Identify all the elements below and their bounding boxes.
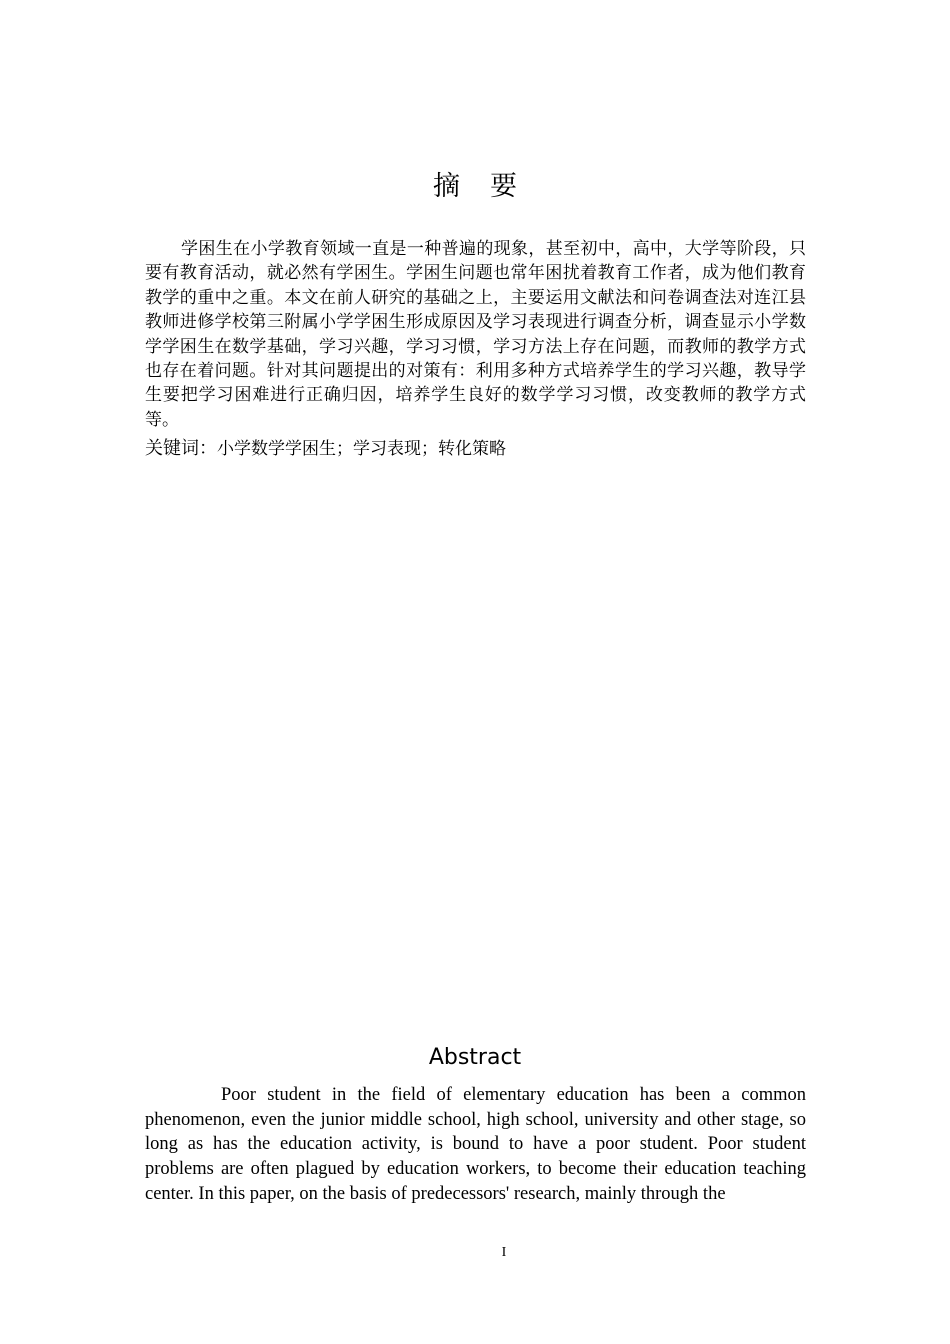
english-abstract-body: Poor student in the field of elementary education has been a common phenomenon, even the junior middle school, high school, university and other stage, so long as has the education activity, is bound to have a poor student. Poor student problems are often plagued by education workers, to become their education teaching center. In this paper, on the basis of predecessors' research, mainly through the <box>145 1085 806 1204</box>
keywords-line <box>145 436 806 462</box>
keywords-value: 小学数学学困生；学习表现；转化策略 <box>217 439 506 459</box>
chinese-abstract-title: 摘要 <box>433 171 547 202</box>
keywords-label: 关键词： <box>145 438 217 459</box>
english-abstract-title: Abstract <box>428 1045 522 1070</box>
page-number: I <box>501 1245 507 1260</box>
chinese-abstract-body: 学困生在小学教育领域一直是一种普遍的现象，甚至初中，高中，大学等阶段，只要有教育活动，就必然有学困生。学困生问题也常年困扰着教育工作者，成为他们教育教学的重中之重。本文在前人研究的基础之上，主要运用文献法和问卷调查法对连江县教师进修学校第三附属小学学困生形成原因及学习表现进行调查分析，调查显示小学数学学困生在数学基础，学习兴趣，学习习惯，学习方法上存在问题，而教师的教学方式也存在着问题。针对其问题提出的对策有：利用多种方式培养学生的学习兴趣，教导学生要把学习困难进行正确归因，培养学生良好的数学学习习惯，改变教师的教学方式等。 <box>145 239 806 430</box>
